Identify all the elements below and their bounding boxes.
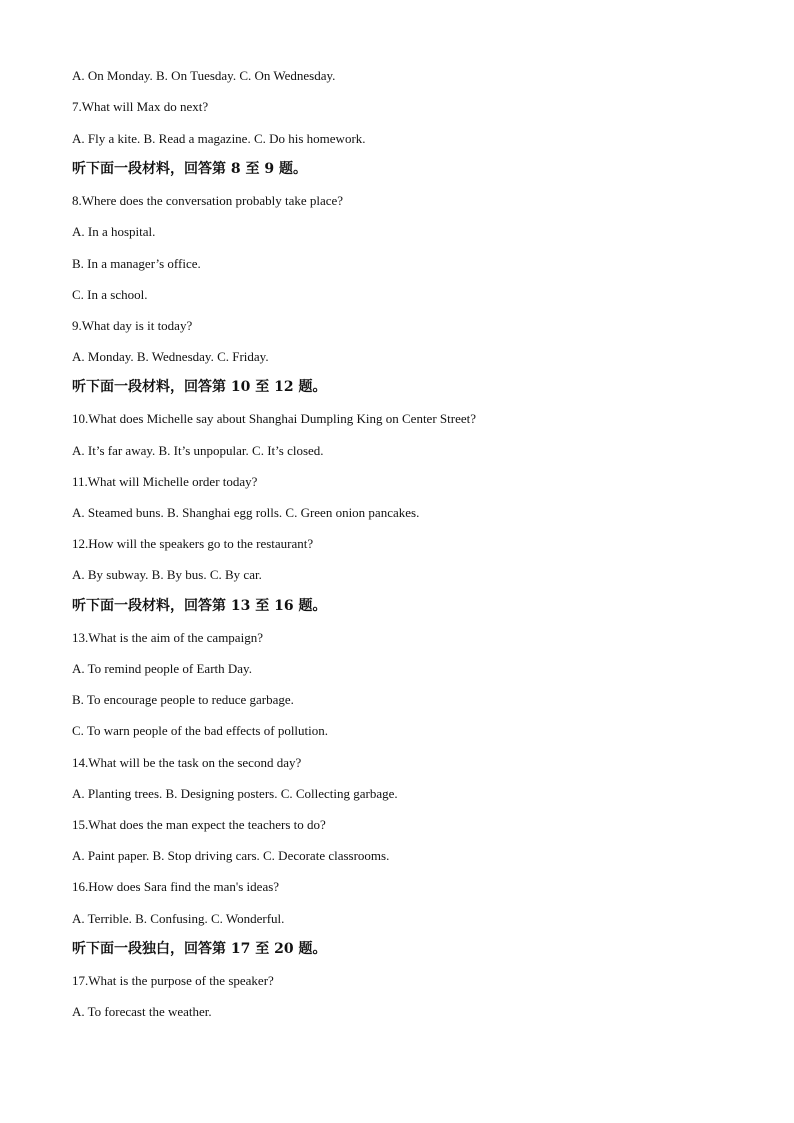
answer-options: A. Planting trees. B. Designing posters. C. Collecting garbage. bbox=[72, 786, 398, 801]
question-13: 13.What is the aim of the campaign? bbox=[72, 630, 263, 645]
answer-options: A. Steamed buns. B. Shanghai egg rolls. C. Green onion pancakes. bbox=[72, 505, 420, 520]
answer-option: C. To warn people of the bad effects of pollution. bbox=[72, 723, 329, 738]
answer-options: A. Fly a kite. B. Read a magazine. C. Do his homework. bbox=[72, 131, 366, 146]
question-17: 17.What is the purpose of the speaker? bbox=[72, 973, 274, 988]
question-11: 11.What will Michelle order today? bbox=[72, 474, 258, 489]
answer-options: A. Terrible. B. Confusing. C. Wonderful. bbox=[72, 911, 285, 926]
question-16: 16.How does Sara find the man's ideas? bbox=[72, 879, 280, 894]
question-15: 15.What does the man expect the teachers to do? bbox=[72, 817, 326, 832]
answer-options: A. It’s far away. B. It’s unpopular. C. It’s closed. bbox=[72, 443, 324, 458]
question-14: 14.What will be the task on the second day? bbox=[72, 755, 302, 770]
answer-option: B. To encourage people to reduce garbage. bbox=[72, 692, 294, 707]
question-9: 9.What day is it today? bbox=[72, 318, 193, 333]
answer-options: A. Paint paper. B. Stop driving cars. C. Decorate classrooms. bbox=[72, 848, 390, 863]
answer-option: C. In a school. bbox=[72, 287, 148, 302]
answer-option: A. To forecast the weather. bbox=[72, 1004, 212, 1019]
question-12: 12.How will the speakers go to the restaurant? bbox=[72, 536, 314, 551]
answer-option: A. In a hospital. bbox=[72, 224, 156, 239]
section-heading: 听下面一段材料，回答第 8 至 9 题。 bbox=[72, 161, 307, 177]
question-7: 7.What will Max do next? bbox=[72, 99, 209, 114]
section-heading: 听下面一段材料，回答第 10 至 12 题。 bbox=[72, 379, 327, 395]
question-10: 10.What does Michelle say about Shanghai Dumpling King on Center Street? bbox=[72, 411, 476, 426]
section-heading: 听下面一段独白，回答第 17 至 20 题。 bbox=[72, 941, 327, 957]
answer-options: A. On Monday. B. On Tuesday. C. On Wednesday. bbox=[72, 68, 336, 83]
section-heading: 听下面一段材料，回答第 13 至 16 题。 bbox=[72, 598, 327, 614]
answer-option: B. In a manager’s office. bbox=[72, 256, 201, 271]
answer-option: A. To remind people of Earth Day. bbox=[72, 661, 252, 676]
question-8: 8.Where does the conversation probably take place? bbox=[72, 193, 344, 208]
answer-options: A. Monday. B. Wednesday. C. Friday. bbox=[72, 349, 269, 364]
answer-options: A. By subway. B. By bus. C. By car. bbox=[72, 567, 262, 582]
